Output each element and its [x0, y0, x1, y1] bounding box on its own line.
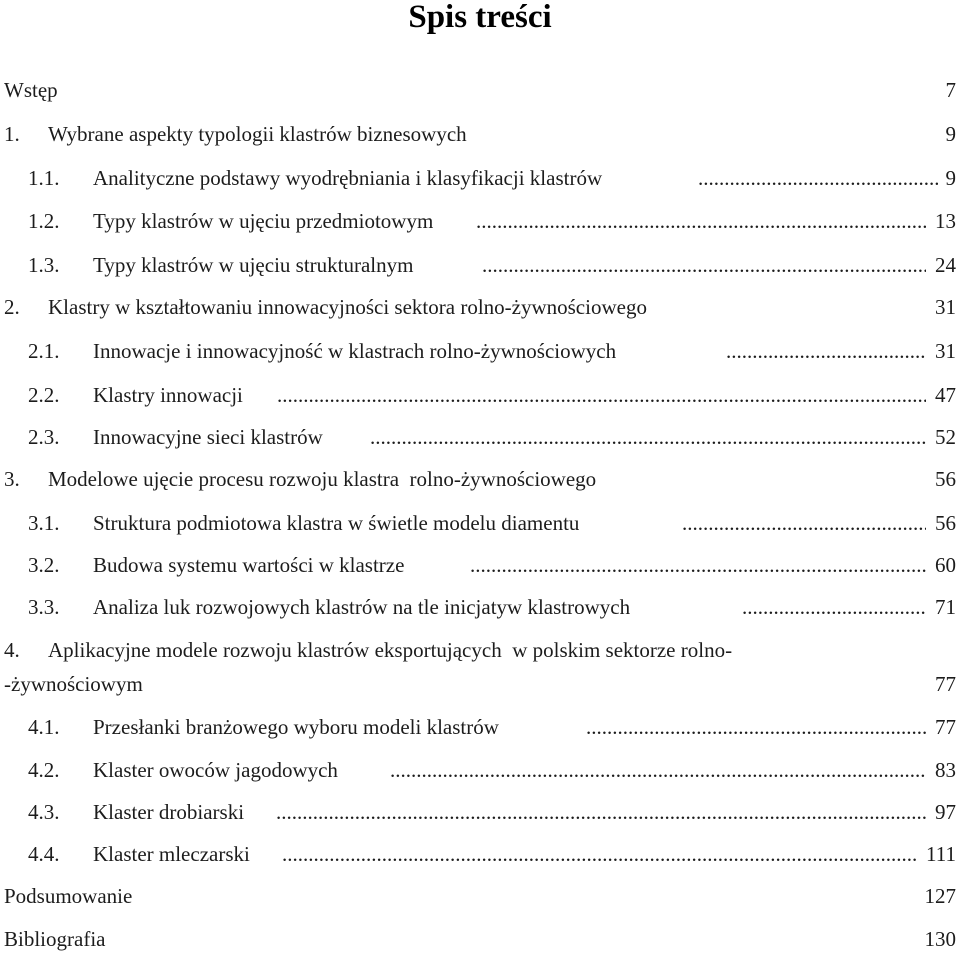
toc-entry-title: Analityczne podstawy wyodrębniania i klasyfikacji klastrów: [93, 166, 603, 190]
toc-entry-section-4-4[interactable]: [0, 840, 956, 868]
toc-entry-bibliografia[interactable]: [0, 925, 956, 953]
toc-entry-page: 130: [924, 927, 956, 951]
toc-entry-page: 111: [926, 842, 956, 866]
toc-entry-page: 71: [935, 595, 956, 619]
toc-entry-chapter-1[interactable]: [0, 120, 956, 148]
toc-entry-title: Klastry w kształtowaniu innowacyjności sektora rolno-żywnościowego: [48, 295, 647, 319]
toc-dot-leader: [282, 840, 916, 868]
toc-entry-page: 60: [935, 553, 956, 577]
toc-entry-section-4-3[interactable]: [0, 798, 956, 826]
toc-entry-page: 127: [924, 884, 956, 908]
toc-entry-title: Modelowe ujęcie procesu rozwoju klastra rolno-żywnościowego: [48, 467, 597, 491]
toc-entry-number: 1.3.: [28, 253, 60, 277]
toc-entry-section-1-3[interactable]: [0, 251, 956, 279]
toc-entry-number: 1.2.: [28, 209, 60, 233]
toc-dot-leader: [482, 251, 926, 279]
toc-entry-page: 9: [945, 166, 956, 190]
toc-entry-page: 56: [935, 467, 956, 491]
toc-dot-leader: [682, 509, 926, 537]
toc-entry-title: Aplikacyjne modele rozwoju klastrów eksportujących w polskim sektorze rolno-: [48, 638, 733, 662]
toc-entry-page: 31: [935, 339, 956, 363]
toc-entry-title-continuation: -żywnościowym: [4, 672, 143, 696]
toc-entry-section-4-2[interactable]: [0, 756, 956, 784]
toc-entry-title: Przesłanki branżowego wyboru modeli klastrów: [93, 715, 499, 739]
page-title: Spis treści: [408, 0, 552, 35]
toc-entry-number: 3.2.: [28, 553, 60, 577]
toc-entry-chapter-4[interactable]: [0, 636, 956, 708]
toc-entry-section-3-1[interactable]: [0, 509, 956, 537]
toc-entry-wstep[interactable]: [0, 76, 956, 104]
toc-dot-leader: [726, 337, 926, 365]
toc-entry-title: Klaster mleczarski: [93, 842, 250, 866]
toc-entry-section-4-1[interactable]: [0, 713, 956, 741]
toc-entry-number: 4.3.: [28, 800, 60, 824]
toc-entry-page: 24: [935, 253, 956, 277]
toc-entry-title: Analiza luk rozwojowych klastrów na tle inicjatyw klastrowych: [93, 595, 631, 619]
toc-entry-number: 3.3.: [28, 595, 60, 619]
toc-entry-page: 56: [935, 511, 956, 535]
toc-entry-number: 2.2.: [28, 383, 60, 407]
toc-entry-number: 4.4.: [28, 842, 60, 866]
toc-entry-number: 2.3.: [28, 425, 60, 449]
toc-entry-page: 83: [935, 758, 956, 782]
toc-dot-leader: [742, 593, 926, 621]
toc-dot-leader: [276, 798, 926, 826]
toc-entry-section-2-2[interactable]: [0, 381, 956, 409]
toc-entry-section-1-2[interactable]: [0, 207, 956, 235]
toc-dot-leader: [390, 756, 926, 784]
toc-entry-section-2-3[interactable]: [0, 423, 956, 451]
toc-entry-title: Klaster drobiarski: [93, 800, 245, 824]
toc-entry-chapter-3[interactable]: [0, 465, 956, 493]
toc-entry-title: Typy klastrów w ujęciu przedmiotowym: [93, 209, 434, 233]
toc-dot-leader: [698, 164, 938, 192]
toc-entry-podsumowanie[interactable]: [0, 882, 956, 910]
toc-entry-page: 77: [935, 672, 956, 696]
toc-entry-page: 7: [945, 78, 956, 102]
toc-dot-leader: [277, 381, 926, 409]
toc-entry-page: 77: [935, 715, 956, 739]
toc-entry-page: 52: [935, 425, 956, 449]
toc-entry-title: Struktura podmiotowa klastra w świetle modelu diamentu: [93, 511, 580, 535]
toc-entry-title: Wstęp: [4, 78, 58, 102]
toc-entry-chapter-2[interactable]: [0, 293, 956, 321]
toc-entry-title: Podsumowanie: [4, 884, 133, 908]
toc-entry-number: 1.: [4, 122, 20, 146]
toc-entry-title: Wybrane aspekty typologii klastrów biznesowych: [48, 122, 467, 146]
toc-entry-number: 4.2.: [28, 758, 60, 782]
toc-entry-number: 1.1.: [28, 166, 60, 190]
toc-entry-number: 2.: [4, 295, 20, 319]
toc-entry-number: 2.1.: [28, 339, 60, 363]
toc-dot-leader: [476, 207, 926, 235]
toc-entry-title: Typy klastrów w ujęciu strukturalnym: [93, 253, 414, 277]
toc-entry-section-2-1[interactable]: [0, 337, 956, 365]
toc-entry-title: Budowa systemu wartości w klastrze: [93, 553, 405, 577]
toc-entry-number: 4.1.: [28, 715, 60, 739]
toc-entry-number: 4.: [4, 638, 20, 662]
toc-entry-number: 3.: [4, 467, 20, 491]
toc-entry-page: 31: [935, 295, 956, 319]
toc-entry-section-3-2[interactable]: [0, 551, 956, 579]
toc-entry-page: 9: [945, 122, 956, 146]
toc-dot-leader: [586, 713, 926, 741]
toc-entry-title: Bibliografia: [4, 927, 106, 951]
toc-entry-page: 13: [935, 209, 956, 233]
toc-entry-number: 3.1.: [28, 511, 60, 535]
toc-entry-title: Klaster owoców jagodowych: [93, 758, 338, 782]
toc-entry-title: Klastry innowacji: [93, 383, 243, 407]
toc-dot-leader: [470, 551, 926, 579]
toc-entry-page: 97: [935, 800, 956, 824]
toc-entry-title: Innowacje i innowacyjność w klastrach rolno-żywnościowych: [93, 339, 617, 363]
toc-entry-section-1-1[interactable]: [0, 164, 956, 192]
toc-entry-title: Innowacyjne sieci klastrów: [93, 425, 323, 449]
toc-entry-page: 47: [935, 383, 956, 407]
toc-dot-leader: [370, 423, 926, 451]
toc-entry-section-3-3[interactable]: [0, 593, 956, 621]
